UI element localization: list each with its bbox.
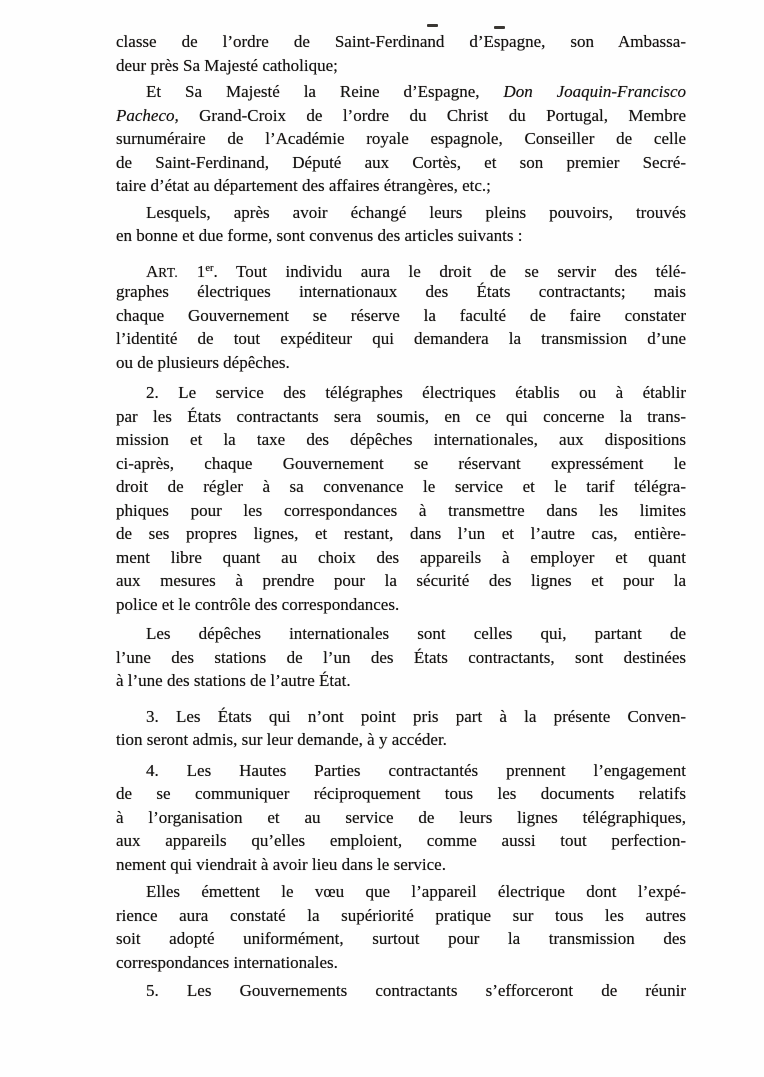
scan-mark-right: [494, 26, 505, 29]
text-run: à l’une des stations de l’autre État.: [116, 671, 351, 690]
text-line: [116, 806, 686, 830]
text-line: [116, 80, 686, 104]
text-run: Lesquels, après avoir échangé leurs pleins pouvoirs, trouvés: [146, 202, 686, 222]
text-run: taire d’état au département des affaires étrangères, etc.;: [116, 176, 491, 195]
text-run: Les dépêches internationales sont celles qui, partant de: [146, 624, 686, 643]
text-run: 1: [178, 261, 206, 280]
text-line: [116, 829, 686, 853]
text-line: [116, 593, 686, 617]
text-run: Et Sa Majesté la Reine d’Espagne,: [146, 82, 504, 101]
text-run: Grand-Croix de l’ordre du Christ du Portugal, Membre: [178, 105, 686, 125]
text-line: [116, 728, 686, 752]
text-run: l’une des stations de l’un des États contractants, sont destinées: [116, 647, 686, 667]
text-run: mission et la taxe des dépêches internationales, aux dispositions: [116, 430, 686, 449]
text-block: [116, 30, 686, 1003]
text-run: l’identité de tout expéditeur qui demandera la transmission d’une: [116, 329, 686, 348]
text-line: [116, 927, 686, 951]
text-line: [116, 104, 686, 128]
text-run: ci-après, chaque Gouvernement se réservant expressément le: [116, 453, 686, 473]
text-run: 3. Les États qui n’ont point pris part à la présente Conven-: [146, 706, 686, 726]
text-run: er: [205, 262, 214, 274]
text-run: 5. Les Gouvernements contractants s’efforceront de réunir: [146, 981, 686, 1000]
text-line: [116, 622, 686, 646]
text-line: [116, 428, 686, 452]
text-line: [116, 569, 686, 593]
text-run: classe de l’ordre de Saint-Ferdinand d’Espagne, son Ambassa-: [116, 32, 686, 51]
paragraph: [116, 201, 686, 248]
text-run: surnuméraire de l’Académie royale espagnole, Conseiller de celle: [116, 129, 686, 148]
text-run: Don Joaquin-Francisco: [503, 82, 686, 101]
text-line: [116, 782, 686, 806]
text-run: RT.: [158, 264, 179, 280]
paragraph: [116, 30, 686, 77]
text-line: [116, 257, 686, 281]
text-line: [116, 452, 686, 476]
text-line: [116, 201, 686, 225]
text-line: [116, 904, 686, 928]
text-run: ment libre quant au choix des appareils à employer et quant: [116, 547, 686, 567]
text-line: [116, 351, 686, 375]
text-line: [116, 669, 686, 693]
text-line: [116, 546, 686, 570]
text-run: en bonne et due forme, sont convenus des articles suivants :: [116, 226, 523, 245]
text-line: [116, 174, 686, 198]
text-run: aux appareils qu’elles emploient, comme aussi tout perfection-: [116, 831, 686, 850]
text-line: [116, 880, 686, 904]
paragraph: [116, 759, 686, 877]
text-run: par les États contractants sera soumis, en ce qui concerne la trans-: [116, 406, 686, 426]
text-run: A: [146, 261, 159, 280]
text-run: de ses propres lignes, et restant, dans l’un et l’autre cas, entière-: [116, 524, 686, 543]
text-line: [116, 304, 686, 328]
paragraph: [116, 880, 686, 974]
text-run: nement qui viendrait à avoir lieu dans le service.: [116, 854, 446, 874]
text-run: Elles émettent le vœu que l’appareil électrique dont l’expé-: [146, 882, 686, 901]
paragraph: [116, 381, 686, 616]
text-line: [116, 224, 686, 248]
text-run: graphes électriques internationaux des États contractants; mais: [116, 282, 686, 301]
text-line: [116, 853, 686, 877]
paragraph: [116, 979, 686, 1003]
text-run: deur près Sa Majesté catholique;: [116, 55, 338, 75]
text-run: soit adopté uniformément, surtout pour la transmission des: [116, 929, 686, 948]
text-line: [116, 646, 686, 670]
text-line: [116, 280, 686, 304]
text-line: [116, 327, 686, 351]
paragraph: [116, 257, 686, 375]
text-line: [116, 151, 686, 175]
text-run: . Tout individu aura le droit de se servir des télé-: [213, 261, 686, 280]
text-run: rience aura constaté la supériorité pratique sur tous les autres: [116, 905, 686, 925]
text-line: [116, 979, 686, 1003]
text-run: droit de régler à sa convenance le service et le tarif télégra-: [116, 477, 686, 496]
text-line: [116, 405, 686, 429]
text-run: 2. Le service des télégraphes électriques établis ou à établir: [146, 383, 686, 402]
text-run: correspondances internationales.: [116, 952, 338, 972]
text-run: ou de plusieurs dépêches.: [116, 352, 290, 372]
text-line: [116, 499, 686, 523]
text-run: aux mesures à prendre pour la sécurité des lignes et pour la: [116, 571, 686, 590]
text-run: phiques pour les correspondances à transmettre dans les limites: [116, 500, 686, 520]
text-run: à l’organisation et au service de leurs lignes télégraphiques,: [116, 807, 686, 827]
paragraph: [116, 80, 686, 198]
text-run: 4. Les Hautes Parties contractantés prennent l’engagement: [146, 760, 686, 780]
text-line: [116, 381, 686, 405]
text-line: [116, 522, 686, 546]
text-line: [116, 54, 686, 78]
text-run: de se communiquer réciproquement tous les documents relatifs: [116, 784, 686, 803]
text-run: chaque Gouvernement se réserve la faculté de faire constater: [116, 305, 686, 325]
text-line: [116, 127, 686, 151]
text-line: [116, 705, 686, 729]
scan-mark-left: [427, 24, 438, 27]
text-line: [116, 475, 686, 499]
text-run: Pacheco,: [116, 105, 179, 125]
text-run: de Saint-Ferdinand, Député aux Cortès, et son premier Secré-: [116, 152, 686, 172]
paragraph: [116, 705, 686, 752]
text-line: [116, 30, 686, 54]
text-line: [116, 759, 686, 783]
text-run: police et le contrôle des correspondances.: [116, 594, 400, 614]
paragraph: [116, 622, 686, 693]
text-run: tion seront admis, sur leur demande, à y accéder.: [116, 730, 447, 749]
text-line: [116, 951, 686, 975]
